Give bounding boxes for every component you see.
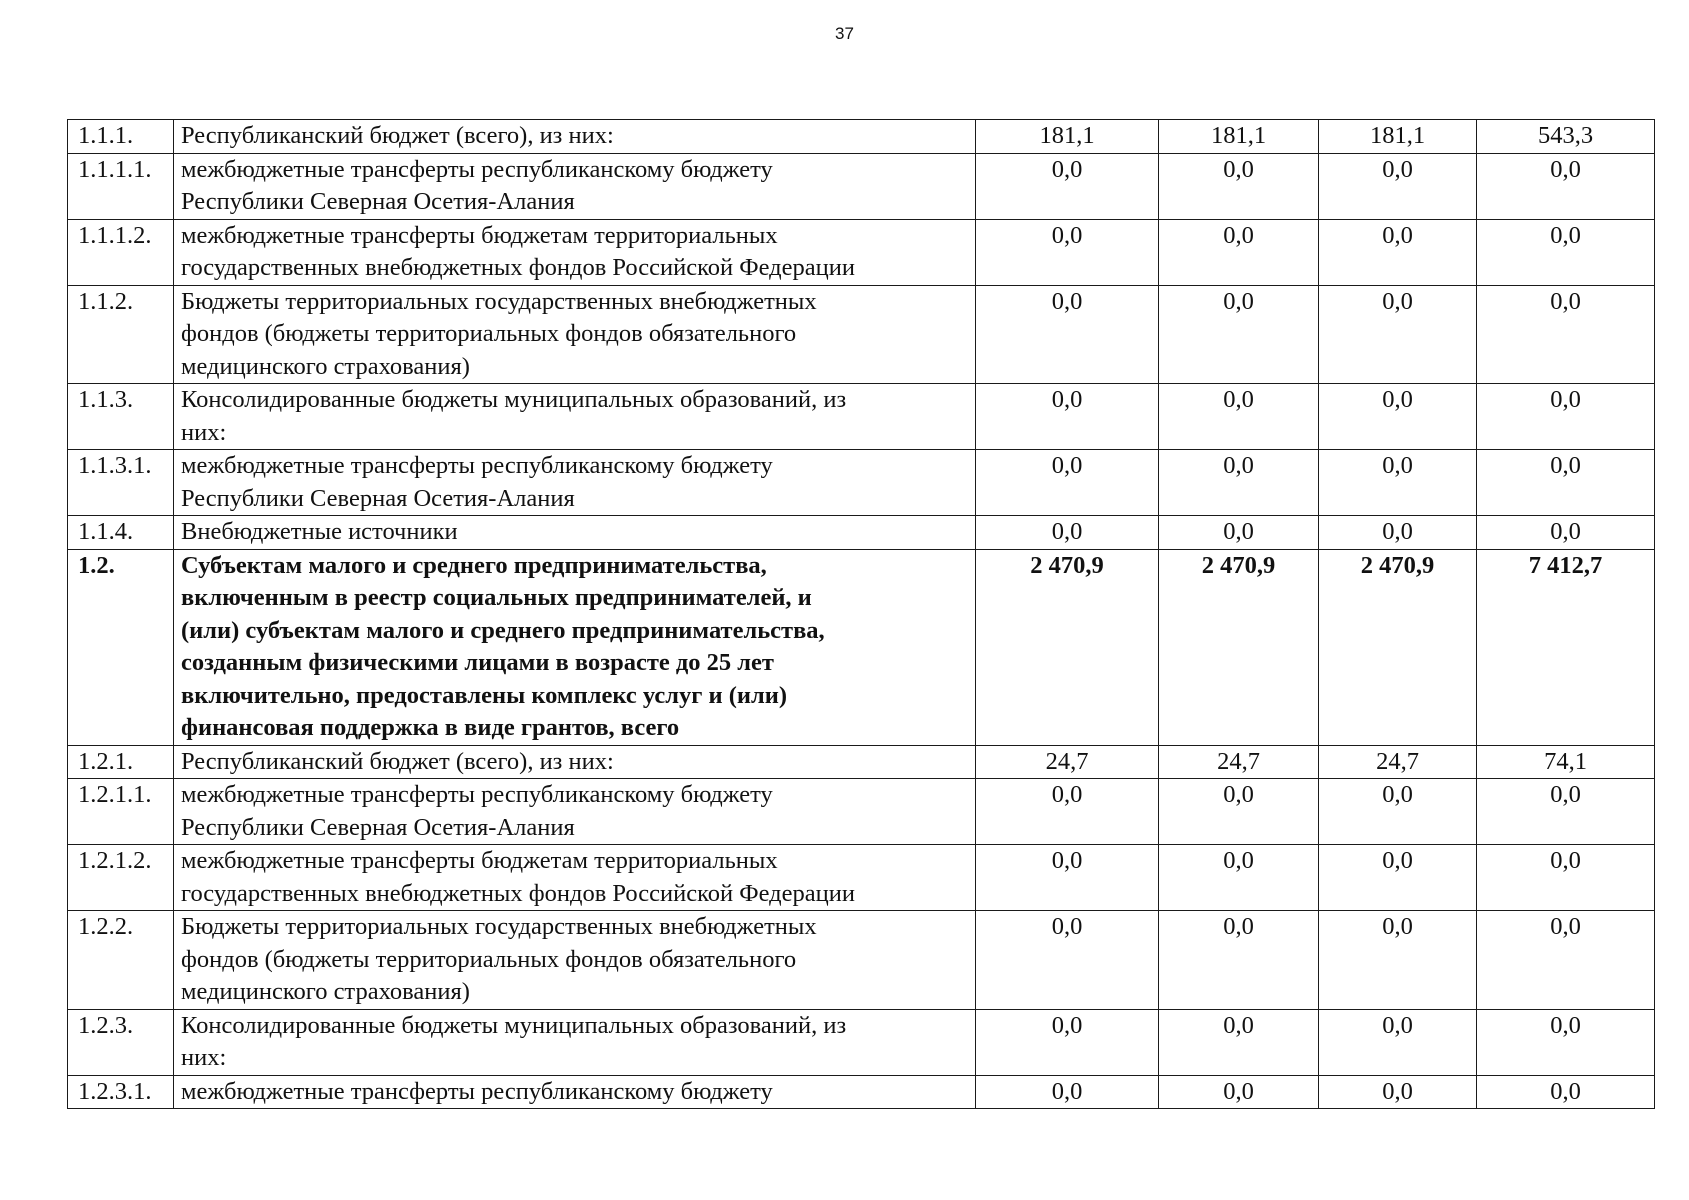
table-row [68, 911, 1655, 1010]
row-value: 0,0 [1477, 1009, 1655, 1075]
row-code: 1.1.2. [68, 285, 174, 384]
row-value: 24,7 [1159, 745, 1319, 779]
row-value: 181,1 [1159, 120, 1319, 154]
row-value: 0,0 [1159, 153, 1319, 219]
row-code: 1.1.1. [68, 120, 174, 154]
row-value: 0,0 [1159, 845, 1319, 911]
table-row [68, 153, 1655, 219]
row-value: 7 412,7 [1477, 549, 1655, 745]
row-description: Консолидированные бюджеты муниципальных образований, из них: [174, 1009, 976, 1075]
row-value: 0,0 [1477, 285, 1655, 384]
row-value: 0,0 [976, 516, 1159, 550]
row-value: 0,0 [1319, 285, 1477, 384]
row-value: 0,0 [976, 450, 1159, 516]
row-value: 0,0 [976, 911, 1159, 1010]
row-value: 2 470,9 [976, 549, 1159, 745]
row-code: 1.1.3.1. [68, 450, 174, 516]
row-value: 0,0 [1159, 911, 1319, 1010]
table-row [68, 516, 1655, 550]
row-value: 0,0 [1319, 450, 1477, 516]
row-value: 0,0 [976, 779, 1159, 845]
row-code: 1.2.3.1. [68, 1075, 174, 1109]
row-value: 0,0 [1159, 450, 1319, 516]
table-row [68, 779, 1655, 845]
table-row [68, 845, 1655, 911]
row-description: межбюджетные трансферты республиканскому бюджету Республики Северная Осетия-Алания [174, 450, 976, 516]
row-value: 0,0 [1477, 219, 1655, 285]
row-value: 0,0 [1477, 911, 1655, 1010]
row-value: 24,7 [976, 745, 1159, 779]
row-value: 0,0 [1319, 911, 1477, 1010]
row-value: 0,0 [1159, 285, 1319, 384]
row-value: 0,0 [1319, 1009, 1477, 1075]
table-row [68, 450, 1655, 516]
row-value: 0,0 [1477, 779, 1655, 845]
row-value: 2 470,9 [1319, 549, 1477, 745]
table-row [68, 120, 1655, 154]
row-description: Республиканский бюджет (всего), из них: [174, 745, 976, 779]
table-row [68, 1009, 1655, 1075]
row-value: 0,0 [1477, 516, 1655, 550]
row-value: 0,0 [1159, 219, 1319, 285]
row-value: 24,7 [1319, 745, 1477, 779]
table-row [68, 745, 1655, 779]
row-value: 0,0 [976, 1075, 1159, 1109]
row-value: 0,0 [1319, 779, 1477, 845]
budget-table [67, 119, 1655, 1109]
row-code: 1.2.1.1. [68, 779, 174, 845]
table-row [68, 549, 1655, 745]
row-code: 1.2.2. [68, 911, 174, 1010]
row-description: Республиканский бюджет (всего), из них: [174, 120, 976, 154]
row-value: 74,1 [1477, 745, 1655, 779]
row-value: 0,0 [976, 285, 1159, 384]
row-value: 0,0 [1159, 779, 1319, 845]
row-value: 0,0 [976, 384, 1159, 450]
row-description: Консолидированные бюджеты муниципальных образований, из них: [174, 384, 976, 450]
row-code: 1.1.3. [68, 384, 174, 450]
row-value: 0,0 [1319, 1075, 1477, 1109]
table-row [68, 384, 1655, 450]
row-value: 0,0 [1477, 384, 1655, 450]
row-value: 0,0 [1319, 384, 1477, 450]
row-code: 1.2.1.2. [68, 845, 174, 911]
row-value: 0,0 [1319, 219, 1477, 285]
row-description: межбюджетные трансферты бюджетам территориальных государственных внебюджетных фондов Российской Федерации [174, 219, 976, 285]
row-description: Бюджеты территориальных государственных внебюджетных фондов (бюджеты территориальных фондов обязательного медицинского страхования) [174, 911, 976, 1010]
row-value: 0,0 [1319, 153, 1477, 219]
row-value: 181,1 [976, 120, 1159, 154]
row-value: 0,0 [976, 153, 1159, 219]
row-description: межбюджетные трансферты республиканскому бюджету Республики Северная Осетия-Алания [174, 779, 976, 845]
row-description: межбюджетные трансферты республиканскому бюджету Республики Северная Осетия-Алания [174, 153, 976, 219]
page-number: 37 [835, 24, 854, 43]
row-description: Субъектам малого и среднего предпринимательства, включенным в реестр социальных предпринимателей, и (или) субъектам малого и среднего предпринимательства, созданным физическими лицами в возрасте до 25 лет включительно, предоставлены комплекс услуг и (или) финансовая поддержка в виде грантов, всего [174, 549, 976, 745]
row-value: 0,0 [976, 1009, 1159, 1075]
row-value: 0,0 [1477, 845, 1655, 911]
table-row [68, 219, 1655, 285]
row-value: 0,0 [1159, 1009, 1319, 1075]
row-value: 543,3 [1477, 120, 1655, 154]
row-value: 0,0 [1159, 1075, 1319, 1109]
row-value: 0,0 [1477, 450, 1655, 516]
row-description: Бюджеты территориальных государственных внебюджетных фондов (бюджеты территориальных фондов обязательного медицинского страхования) [174, 285, 976, 384]
row-description: межбюджетные трансферты республиканскому бюджету [174, 1075, 976, 1109]
table-row [68, 1075, 1655, 1109]
row-value: 0,0 [1477, 1075, 1655, 1109]
row-value: 0,0 [1319, 845, 1477, 911]
row-code: 1.1.4. [68, 516, 174, 550]
row-value: 0,0 [1159, 516, 1319, 550]
row-code: 1.2.1. [68, 745, 174, 779]
row-value: 0,0 [1159, 384, 1319, 450]
budget-table-body [68, 120, 1655, 1109]
row-value: 181,1 [1319, 120, 1477, 154]
row-code: 1.1.1.1. [68, 153, 174, 219]
row-value: 0,0 [976, 219, 1159, 285]
row-code: 1.2. [68, 549, 174, 745]
row-description: межбюджетные трансферты бюджетам территориальных государственных внебюджетных фондов Российской Федерации [174, 845, 976, 911]
row-description: Внебюджетные источники [174, 516, 976, 550]
row-value: 0,0 [976, 845, 1159, 911]
row-code: 1.2.3. [68, 1009, 174, 1075]
row-value: 2 470,9 [1159, 549, 1319, 745]
row-value: 0,0 [1477, 153, 1655, 219]
row-code: 1.1.1.2. [68, 219, 174, 285]
row-value: 0,0 [1319, 516, 1477, 550]
table-row [68, 285, 1655, 384]
